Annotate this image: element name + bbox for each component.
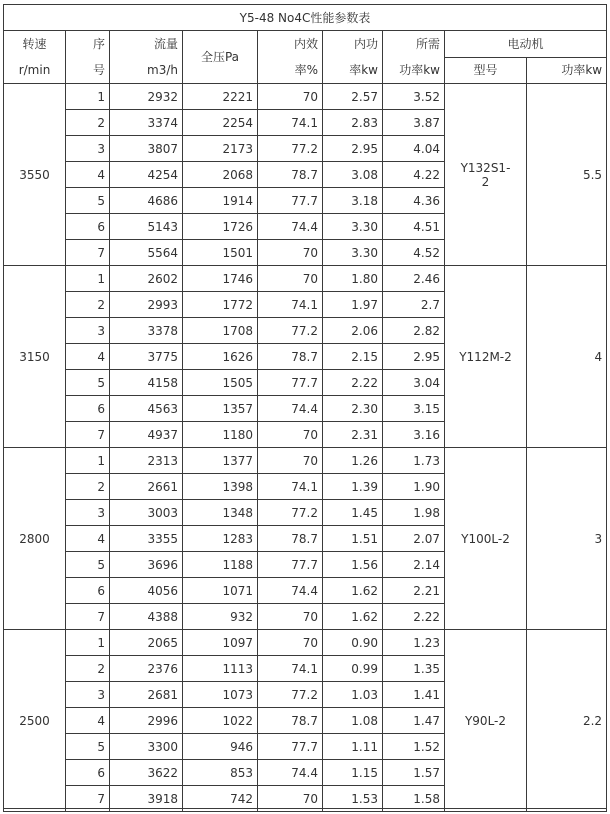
row-seq: 5 [66, 734, 110, 760]
row-efficiency: 77.2 [258, 136, 323, 162]
row-pressure: 1746 [183, 266, 258, 292]
row-required-power: 4.04 [383, 136, 445, 162]
row-inner-power: 1.11 [323, 734, 383, 760]
row-efficiency: 77.7 [258, 370, 323, 396]
row-pressure: 946 [183, 734, 258, 760]
row-seq: 2 [66, 292, 110, 318]
motor-model-line: Y100L-2 [461, 531, 510, 546]
row-efficiency: 77.2 [258, 682, 323, 708]
row-efficiency: 74.1 [258, 474, 323, 500]
row-inner-power: 0.90 [323, 630, 383, 656]
row-required-power: 2.14 [383, 552, 445, 578]
row-flow: 3003 [110, 500, 183, 526]
performance-table-container [3, 4, 606, 812]
header-seq: 序 号 [66, 31, 110, 84]
row-flow: 3300 [110, 734, 183, 760]
row-seq: 2 [66, 474, 110, 500]
row-required-power: 4.22 [383, 162, 445, 188]
row-inner-power: 2.30 [323, 396, 383, 422]
row-seq: 1 [66, 448, 110, 474]
row-pressure: 742 [183, 786, 258, 812]
group-motor-model [445, 266, 527, 448]
row-efficiency: 78.7 [258, 708, 323, 734]
row-pressure: 1113 [183, 656, 258, 682]
row-flow: 2602 [110, 266, 183, 292]
row-efficiency: 70 [258, 266, 323, 292]
row-inner-power: 2.83 [323, 110, 383, 136]
row-inner-power: 1.53 [323, 786, 383, 812]
row-seq: 2 [66, 110, 110, 136]
row-inner-power: 1.08 [323, 708, 383, 734]
row-flow: 3807 [110, 136, 183, 162]
row-inner-power: 1.45 [323, 500, 383, 526]
row-required-power: 4.36 [383, 188, 445, 214]
group-motor-power: 3 [527, 448, 607, 630]
header-flow: 流量 m3/h [110, 31, 183, 84]
row-seq: 7 [66, 422, 110, 448]
row-seq: 6 [66, 578, 110, 604]
row-seq: 4 [66, 344, 110, 370]
row-pressure: 1772 [183, 292, 258, 318]
row-efficiency: 70 [258, 240, 323, 266]
row-seq: 1 [66, 266, 110, 292]
row-required-power: 1.35 [383, 656, 445, 682]
row-efficiency: 77.2 [258, 500, 323, 526]
row-seq: 7 [66, 240, 110, 266]
row-efficiency: 70 [258, 84, 323, 110]
row-pressure: 2221 [183, 84, 258, 110]
group-motor-model [445, 84, 527, 266]
row-flow: 2681 [110, 682, 183, 708]
row-flow: 2993 [110, 292, 183, 318]
table-row [4, 84, 607, 110]
header-inner-power: 内功 率kw [323, 31, 383, 84]
row-required-power: 2.22 [383, 604, 445, 630]
row-inner-power: 1.62 [323, 578, 383, 604]
row-required-power: 2.46 [383, 266, 445, 292]
row-efficiency: 74.4 [258, 760, 323, 786]
row-efficiency: 78.7 [258, 526, 323, 552]
row-required-power: 1.52 [383, 734, 445, 760]
row-flow: 2313 [110, 448, 183, 474]
row-inner-power: 2.06 [323, 318, 383, 344]
row-efficiency: 77.7 [258, 552, 323, 578]
row-pressure: 1377 [183, 448, 258, 474]
group-motor-model [445, 630, 527, 812]
row-seq: 2 [66, 656, 110, 682]
row-efficiency: 77.7 [258, 188, 323, 214]
row-seq: 1 [66, 84, 110, 110]
row-pressure: 1914 [183, 188, 258, 214]
row-flow: 4388 [110, 604, 183, 630]
row-required-power: 3.52 [383, 84, 445, 110]
row-inner-power: 2.57 [323, 84, 383, 110]
header-required-power: 所需 功率kw [383, 31, 445, 84]
row-seq: 6 [66, 214, 110, 240]
motor-model-line: Y112M-2 [459, 349, 512, 364]
row-seq: 7 [66, 786, 110, 812]
row-seq: 4 [66, 708, 110, 734]
row-required-power: 3.15 [383, 396, 445, 422]
group-speed: 2500 [4, 630, 66, 812]
row-flow: 2065 [110, 630, 183, 656]
table-body [4, 84, 607, 812]
row-seq: 6 [66, 396, 110, 422]
row-required-power: 1.47 [383, 708, 445, 734]
row-flow: 3696 [110, 552, 183, 578]
performance-table [3, 4, 607, 812]
row-efficiency: 74.1 [258, 656, 323, 682]
table-title: Y5-48 No4C性能参数表 [4, 5, 607, 31]
motor-model-line: Y132S1- [460, 160, 511, 175]
row-inner-power: 3.30 [323, 214, 383, 240]
row-seq: 7 [66, 604, 110, 630]
row-required-power: 1.90 [383, 474, 445, 500]
row-efficiency: 74.1 [258, 110, 323, 136]
motor-model-line: 2 [481, 174, 490, 189]
row-pressure: 2068 [183, 162, 258, 188]
row-required-power: 2.7 [383, 292, 445, 318]
table-row [4, 266, 607, 292]
row-seq: 5 [66, 552, 110, 578]
row-pressure: 2254 [183, 110, 258, 136]
row-inner-power: 1.26 [323, 448, 383, 474]
row-pressure: 1501 [183, 240, 258, 266]
row-flow: 2376 [110, 656, 183, 682]
row-pressure: 1022 [183, 708, 258, 734]
row-pressure: 2173 [183, 136, 258, 162]
row-flow: 2932 [110, 84, 183, 110]
row-pressure: 1097 [183, 630, 258, 656]
row-inner-power: 1.51 [323, 526, 383, 552]
row-pressure: 1357 [183, 396, 258, 422]
row-efficiency: 74.4 [258, 396, 323, 422]
row-pressure: 1398 [183, 474, 258, 500]
row-required-power: 2.07 [383, 526, 445, 552]
group-motor-power: 2.2 [527, 630, 607, 812]
row-flow: 3374 [110, 110, 183, 136]
row-pressure: 1188 [183, 552, 258, 578]
motor-model-line: Y90L-2 [464, 713, 507, 728]
row-efficiency: 70 [258, 786, 323, 812]
row-efficiency: 70 [258, 422, 323, 448]
row-required-power: 1.58 [383, 786, 445, 812]
row-flow: 4686 [110, 188, 183, 214]
row-seq: 6 [66, 760, 110, 786]
row-efficiency: 74.4 [258, 578, 323, 604]
row-inner-power: 2.31 [323, 422, 383, 448]
row-seq: 1 [66, 630, 110, 656]
row-pressure: 1348 [183, 500, 258, 526]
row-seq: 4 [66, 162, 110, 188]
row-pressure: 1073 [183, 682, 258, 708]
row-efficiency: 78.7 [258, 344, 323, 370]
row-efficiency: 70 [258, 448, 323, 474]
row-required-power: 2.82 [383, 318, 445, 344]
row-efficiency: 77.7 [258, 734, 323, 760]
row-inner-power: 2.95 [323, 136, 383, 162]
row-inner-power: 3.18 [323, 188, 383, 214]
row-required-power: 4.52 [383, 240, 445, 266]
row-inner-power: 1.39 [323, 474, 383, 500]
row-pressure: 1180 [183, 422, 258, 448]
row-required-power: 3.04 [383, 370, 445, 396]
header-pressure: 全压Pa [183, 31, 258, 84]
row-required-power: 2.95 [383, 344, 445, 370]
group-speed: 2800 [4, 448, 66, 630]
row-flow: 2996 [110, 708, 183, 734]
row-required-power: 1.57 [383, 760, 445, 786]
row-inner-power: 1.15 [323, 760, 383, 786]
row-inner-power: 1.03 [323, 682, 383, 708]
row-flow: 3918 [110, 786, 183, 812]
group-motor-power: 4 [527, 266, 607, 448]
row-required-power: 1.73 [383, 448, 445, 474]
header-speed: 转速 r/min [4, 31, 66, 84]
row-flow: 5143 [110, 214, 183, 240]
header-motor-power: 功率kw [527, 57, 607, 84]
row-seq: 5 [66, 188, 110, 214]
table-bottom-border [3, 808, 606, 809]
row-seq: 3 [66, 500, 110, 526]
row-required-power: 4.51 [383, 214, 445, 240]
row-required-power: 3.87 [383, 110, 445, 136]
row-inner-power: 1.62 [323, 604, 383, 630]
row-flow: 4158 [110, 370, 183, 396]
row-efficiency: 74.1 [258, 292, 323, 318]
row-pressure: 932 [183, 604, 258, 630]
row-flow: 4254 [110, 162, 183, 188]
row-pressure: 1708 [183, 318, 258, 344]
row-efficiency: 77.2 [258, 318, 323, 344]
row-seq: 5 [66, 370, 110, 396]
row-pressure: 1505 [183, 370, 258, 396]
header-motor-model: 型号 [445, 57, 527, 84]
row-flow: 5564 [110, 240, 183, 266]
table-row [4, 448, 607, 474]
row-required-power: 1.23 [383, 630, 445, 656]
row-required-power: 1.98 [383, 500, 445, 526]
row-required-power: 2.21 [383, 578, 445, 604]
row-flow: 3622 [110, 760, 183, 786]
header-motor: 电动机 [445, 31, 607, 58]
row-inner-power: 3.30 [323, 240, 383, 266]
row-inner-power: 3.08 [323, 162, 383, 188]
group-speed: 3150 [4, 266, 66, 448]
row-seq: 3 [66, 682, 110, 708]
header-efficiency: 内效 率% [258, 31, 323, 84]
row-pressure: 1626 [183, 344, 258, 370]
row-pressure: 1071 [183, 578, 258, 604]
row-inner-power: 1.97 [323, 292, 383, 318]
row-inner-power: 2.22 [323, 370, 383, 396]
row-pressure: 1726 [183, 214, 258, 240]
row-flow: 3378 [110, 318, 183, 344]
row-flow: 4056 [110, 578, 183, 604]
row-efficiency: 74.4 [258, 214, 323, 240]
row-efficiency: 70 [258, 604, 323, 630]
table-row [4, 630, 607, 656]
row-required-power: 1.41 [383, 682, 445, 708]
row-inner-power: 1.80 [323, 266, 383, 292]
group-motor-model [445, 448, 527, 630]
row-inner-power: 1.56 [323, 552, 383, 578]
row-flow: 3355 [110, 526, 183, 552]
row-inner-power: 0.99 [323, 656, 383, 682]
row-efficiency: 78.7 [258, 162, 323, 188]
group-speed: 3550 [4, 84, 66, 266]
row-pressure: 853 [183, 760, 258, 786]
row-flow: 3775 [110, 344, 183, 370]
row-inner-power: 2.15 [323, 344, 383, 370]
row-seq: 3 [66, 318, 110, 344]
row-seq: 4 [66, 526, 110, 552]
row-flow: 4563 [110, 396, 183, 422]
row-flow: 2661 [110, 474, 183, 500]
row-required-power: 3.16 [383, 422, 445, 448]
row-seq: 3 [66, 136, 110, 162]
group-motor-power: 5.5 [527, 84, 607, 266]
row-flow: 4937 [110, 422, 183, 448]
row-efficiency: 70 [258, 630, 323, 656]
row-pressure: 1283 [183, 526, 258, 552]
